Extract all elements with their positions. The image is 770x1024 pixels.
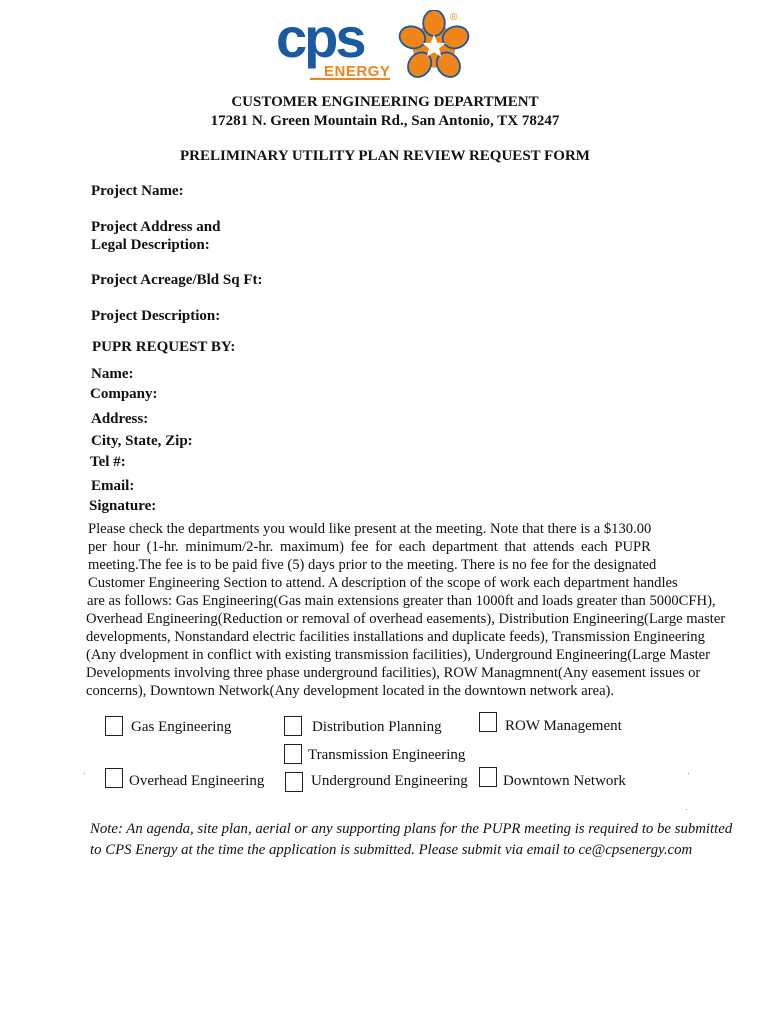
underground-engineering-label: Underground Engineering	[311, 773, 468, 789]
note-line-2: to CPS Energy at the time the application is submitted. Please submit via email to ce@cpsenergy.com	[90, 842, 693, 858]
gas-engineering-label: Gas Engineering	[131, 719, 232, 735]
instructions-line: Overhead Engineering(Reduction or removal of overhead easements), Distribution Engineering(Large master	[86, 611, 726, 627]
downtown-network-checkbox[interactable]	[479, 767, 497, 787]
row-management-checkbox[interactable]	[479, 712, 497, 732]
gas-engineering-checkbox[interactable]	[105, 716, 123, 736]
requester-email-label: Email:	[91, 478, 135, 494]
project-description-label: Project Description:	[91, 308, 221, 324]
requester-signature-label: Signature:	[89, 498, 157, 514]
instructions-paragraph	[86, 520, 758, 700]
request-by-heading: PUPR REQUEST BY:	[92, 339, 236, 355]
instructions-line: developments, Nonstandard electric facilities installations and duplicate feeds), Transmission Engineering	[86, 629, 705, 645]
instructions-line: meeting.The fee is to be paid five (5) days prior to the meeting. There is no fee for the designated	[88, 557, 657, 573]
instructions-line: (Any dvelopment in conflict with existing transmission facilities), Underground Engineering(Large Master	[86, 647, 711, 663]
note-line-1: Note: An agenda, site plan, aerial or any supporting plans for the PUPR meeting is required to be submitted	[90, 821, 733, 837]
distribution-planning-label: Distribution Planning	[312, 719, 442, 735]
requester-name-label: Name:	[91, 366, 134, 382]
instructions-line: concerns), Downtown Network(Any development located in the downtown network area).	[86, 683, 615, 699]
transmission-engineering-label: Transmission Engineering	[308, 747, 466, 763]
distribution-planning-checkbox[interactable]	[284, 716, 302, 736]
instructions-line: are as follows: Gas Engineering(Gas main extensions greater than 1000ft and loads greater than 5000CFH),	[87, 593, 716, 609]
scan-dot	[84, 773, 85, 774]
scan-dot	[688, 773, 689, 774]
logo-wordmark: cps	[276, 6, 364, 69]
instructions-line: per hour (1-hr. minimum/2-hr. maximum) fee for each department that attends each PUPR	[88, 539, 651, 555]
star-flower-icon	[398, 10, 470, 82]
instructions-line: Developments involving three phase underground facilities), ROW Managmnent(Any easement issues or	[86, 665, 701, 681]
registered-mark: ®	[450, 12, 458, 23]
underground-engineering-checkbox[interactable]	[285, 772, 303, 792]
project-name-label: Project Name:	[91, 183, 184, 199]
logo-subtitle: ENERGY	[324, 63, 391, 80]
project-address-label: Project Address and	[91, 219, 221, 235]
overhead-engineering-label: Overhead Engineering	[129, 773, 265, 789]
cps-energy-logo	[276, 8, 476, 86]
transmission-engineering-checkbox[interactable]	[284, 744, 302, 764]
overhead-engineering-checkbox[interactable]	[105, 768, 123, 788]
requester-tel-label: Tel #:	[90, 454, 126, 470]
scan-dot	[686, 809, 687, 810]
project-acreage-label: Project Acreage/Bld Sq Ft:	[91, 272, 263, 288]
instructions-line: Customer Engineering Section to attend. A description of the scope of work each department handles	[88, 575, 678, 591]
form-title: PRELIMINARY UTILITY PLAN REVIEW REQUEST FORM	[180, 148, 590, 164]
department-heading: CUSTOMER ENGINEERING DEPARTMENT	[231, 94, 539, 110]
requester-city-label: City, State, Zip:	[91, 433, 193, 449]
requester-company-label: Company:	[90, 386, 158, 402]
department-address: 17281 N. Green Mountain Rd., San Antonio, TX 78247	[210, 113, 560, 129]
row-management-label: ROW Management	[505, 718, 622, 734]
downtown-network-label: Downtown Network	[503, 773, 626, 789]
instructions-line: Please check the departments you would like present at the meeting. Note that there is a $130.00	[88, 521, 652, 537]
legal-description-label: Legal Description:	[91, 237, 210, 253]
requester-address-label: Address:	[91, 411, 149, 427]
